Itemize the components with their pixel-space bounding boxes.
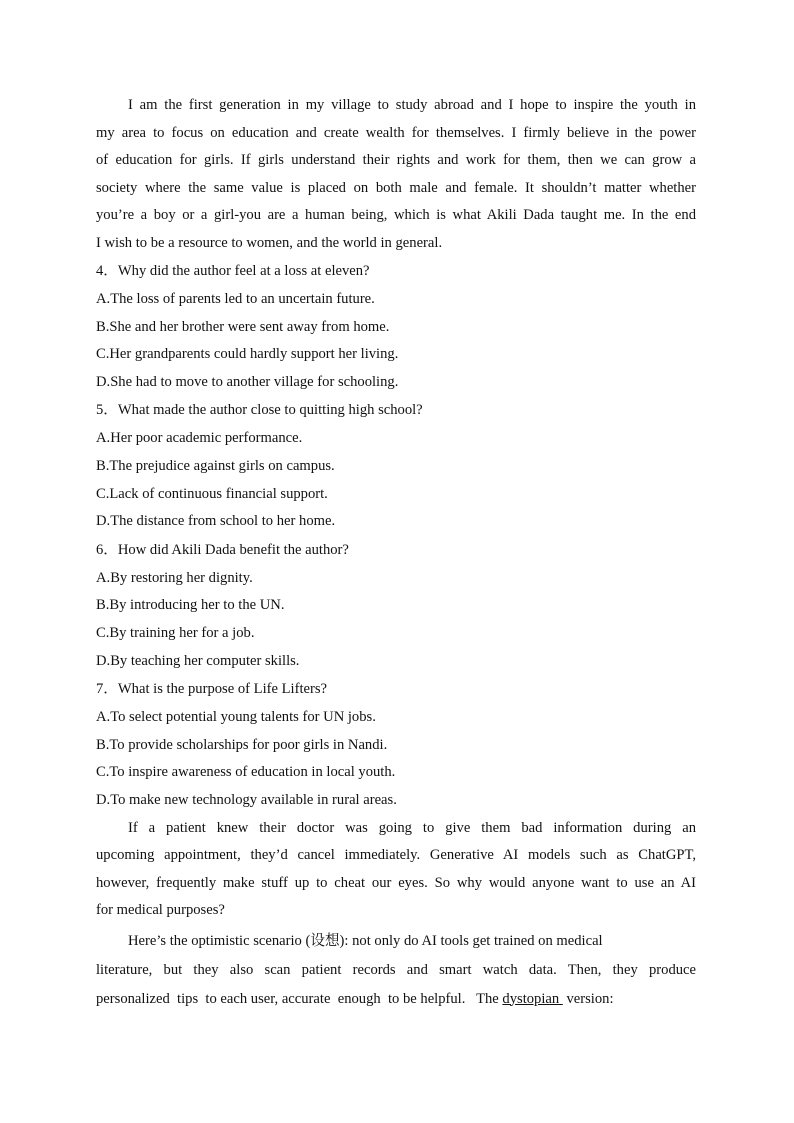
- passage-b-p1-line-3: however, frequently make stuff up to cheat our eyes. So why would anyone want to use an AI: [96, 874, 696, 891]
- passage-a-line-3: of education for girls. If girls understand their rights and work for them, then we can grow a: [96, 152, 696, 168]
- passage-a-line-4: society where the same value is placed on both male and female. It shouldn’t matter whether: [96, 179, 696, 196]
- passage-b: [96, 815, 696, 1014]
- question-4: [96, 257, 696, 396]
- passage-a-line-1: I am the first generation in my village to study abroad and I hope to inspire the youth in: [128, 97, 696, 113]
- passage-b-p2-line-3: [96, 985, 696, 1014]
- passage-b-p2-line-2: literature, but they also scan patient records and smart watch data. Then, they produce: [96, 961, 696, 978]
- question-7: [96, 675, 696, 814]
- option-a: A.Her poor academic performance.: [96, 430, 303, 447]
- passage-b-p2-line-3-tail: version:: [562, 990, 614, 1007]
- document-page: [96, 92, 696, 1014]
- option-d: D.She had to move to another village for schooling.: [96, 373, 399, 390]
- option-b: B.The prejudice against girls on campus.: [96, 457, 335, 474]
- question-stem: 5．What made the author close to quitting high school?: [96, 402, 423, 419]
- option-a: A.The loss of parents led to an uncertain future.: [96, 291, 375, 307]
- question-5: [96, 396, 696, 535]
- passage-a-line-6: I wish to be a resource to women, and the world in general.: [96, 234, 443, 251]
- passage-a: [96, 92, 696, 257]
- question-stem: 4．Why did the author feel at a loss at eleven?: [96, 263, 370, 279]
- passage-a-line-2: my area to focus on education and create wealth for themselves. I firmly believe in the power: [96, 124, 696, 141]
- question-6: [96, 536, 696, 675]
- option-d: D.To make new technology available in rural areas.: [96, 791, 397, 808]
- passage-b-p1-line-1: If a patient knew their doctor was going to give them bad information during an: [128, 819, 696, 836]
- option-a: A.To select potential young talents for UN jobs.: [96, 709, 376, 726]
- passage-b-p2-line-1: Here’s the optimistic scenario (设想): not only do AI tools get trained on medical: [128, 932, 603, 949]
- passage-a-line-5: you’re a boy or a girl-you are a human being, which is what Akili Dada taught me. In the end: [96, 207, 696, 223]
- option-d: D.By teaching her computer skills.: [96, 652, 300, 669]
- option-c: C.To inspire awareness of education in local youth.: [96, 764, 396, 781]
- option-c: C.Her grandparents could hardly support her living.: [96, 346, 399, 363]
- option-c: C.By training her for a job.: [96, 624, 255, 641]
- option-a: A.By restoring her dignity.: [96, 569, 253, 586]
- passage-b-p2-line-3-text: personalized tips to each user, accurate enough to be helpful. The: [96, 990, 503, 1007]
- option-b: B.She and her brother were sent away from home.: [96, 318, 390, 335]
- underlined-word-dystopian: dystopian: [502, 990, 563, 1007]
- passage-b-p1-line-4: for medical purposes?: [96, 902, 225, 918]
- option-d: D.The distance from school to her home.: [96, 513, 336, 530]
- option-b: B.To provide scholarships for poor girls in Nandi.: [96, 736, 388, 753]
- passage-b-paragraph-2: [96, 926, 696, 1014]
- option-c: C.Lack of continuous financial support.: [96, 485, 328, 502]
- passage-b-paragraph-1: [96, 815, 696, 925]
- question-stem: 6．How did Akili Dada benefit the author?: [96, 541, 349, 558]
- question-stem: 7．What is the purpose of Life Lifters?: [96, 681, 327, 698]
- option-b: B.By introducing her to the UN.: [96, 597, 285, 614]
- passage-b-p1-line-2: upcoming appointment, they’d cancel immediately. Generative AI models such as ChatGPT,: [96, 847, 696, 863]
